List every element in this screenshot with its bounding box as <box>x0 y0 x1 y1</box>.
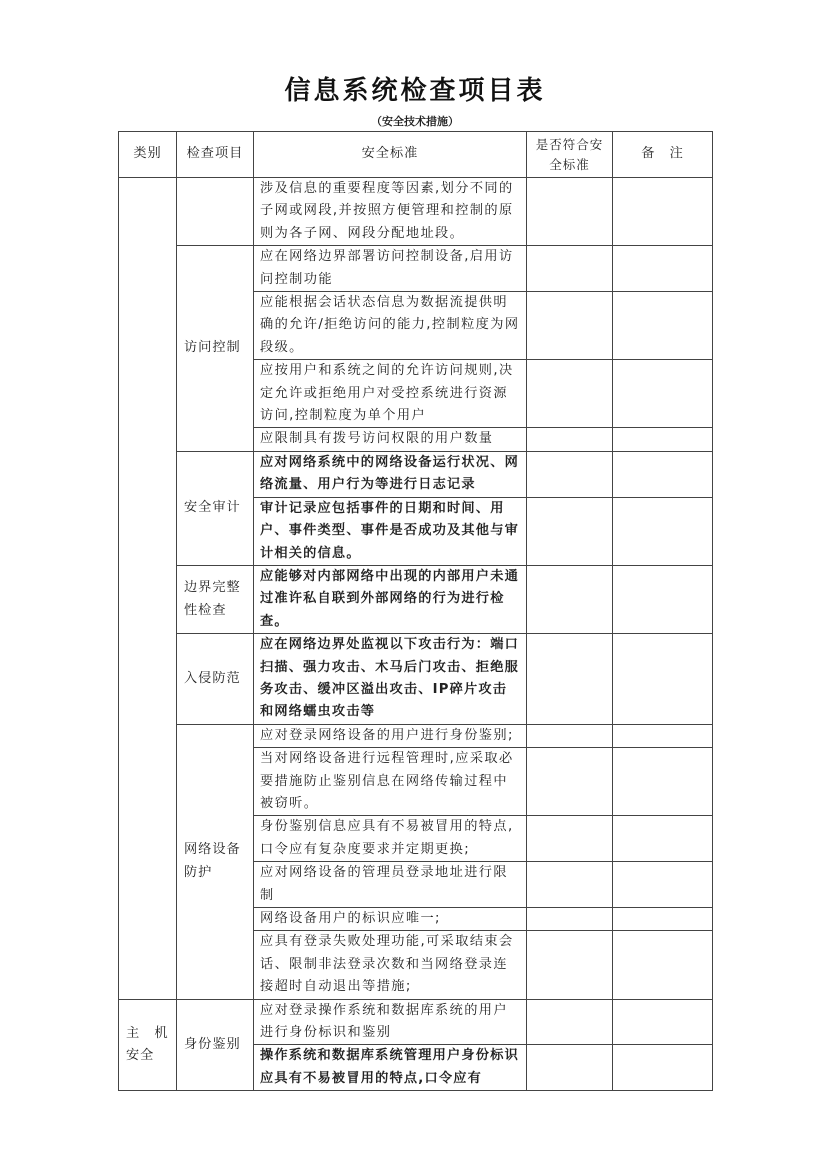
standard-cell: 涉及信息的重要程度等因素,划分不同的子网或网段,并按照方便管理和控制的原则为各子网、网段分配地址段。 <box>254 178 527 246</box>
compliance-cell[interactable] <box>527 178 613 246</box>
category-cell <box>119 178 177 1000</box>
note-cell[interactable] <box>613 1045 713 1091</box>
check-item-cell: 网络设备防护 <box>177 724 254 999</box>
header-standard: 安全标准 <box>254 132 527 178</box>
compliance-cell[interactable] <box>527 451 613 497</box>
header-compliant: 是否符合安全标准 <box>527 132 613 178</box>
compliance-cell[interactable] <box>527 816 613 862</box>
note-cell[interactable] <box>613 634 713 725</box>
page-title: 信息系统检查项目表 <box>284 76 546 106</box>
compliance-cell[interactable] <box>527 908 613 931</box>
note-cell[interactable] <box>613 724 713 747</box>
check-item-cell: 入侵防范 <box>177 634 254 725</box>
compliance-cell[interactable] <box>527 862 613 908</box>
table-row <box>119 451 713 497</box>
table-row <box>119 724 713 747</box>
header-item: 检查项目 <box>177 132 254 178</box>
compliance-cell[interactable] <box>527 292 613 360</box>
standard-cell: 应限制具有拨号访问权限的用户数量 <box>254 428 527 451</box>
standard-cell: 应能根据会话状态信息为数据流提供明确的允许/拒绝访问的能力,控制粒度为网段级。 <box>254 292 527 360</box>
table-header-row <box>119 132 713 178</box>
table-row <box>119 178 713 246</box>
check-item-cell: 身份鉴别 <box>177 999 254 1091</box>
compliance-cell[interactable] <box>527 748 613 816</box>
compliance-cell[interactable] <box>527 931 613 999</box>
note-cell[interactable] <box>613 360 713 428</box>
compliance-cell[interactable] <box>527 246 613 292</box>
inspection-table <box>118 131 713 1091</box>
standard-cell: 应能够对内部网络中出现的内部用户未通过准许私自联到外部网络的行为进行检查。 <box>254 565 527 633</box>
check-item-cell: 安全审计 <box>177 451 254 565</box>
compliance-cell[interactable] <box>527 360 613 428</box>
table-row <box>119 565 713 633</box>
compliance-cell[interactable] <box>527 428 613 451</box>
standard-cell: 应对网络系统中的网络设备运行状况、网络流量、用户行为等进行日志记录 <box>254 451 527 497</box>
check-item-cell <box>177 178 254 246</box>
standard-cell: 应对登录操作系统和数据库系统的用户进行身份标识和鉴别 <box>254 999 527 1045</box>
category-cell: 主 机安全 <box>119 999 177 1091</box>
standard-cell: 应在网络边界处监视以下攻击行为：端口扫描、强力攻击、木马后门攻击、拒绝服务攻击、缓冲区溢出攻击、IP碎片攻击和网络蠕虫攻击等 <box>254 634 527 725</box>
standard-cell: 审计记录应包括事件的日期和时间、用户、事件类型、事件是否成功及其他与审计相关的信息。 <box>254 497 527 565</box>
compliance-cell[interactable] <box>527 999 613 1045</box>
table-row <box>119 634 713 725</box>
note-cell[interactable] <box>613 178 713 246</box>
note-cell[interactable] <box>613 246 713 292</box>
standard-cell: 操作系统和数据库系统管理用户身份标识应具有不易被冒用的特点,口令应有 <box>254 1045 527 1091</box>
table-body <box>119 178 713 1091</box>
header-category: 类别 <box>119 132 177 178</box>
note-cell[interactable] <box>613 428 713 451</box>
page-subtitle: （安全技术措施） <box>371 115 459 128</box>
table-row <box>119 999 713 1045</box>
standard-cell: 身份鉴别信息应具有不易被冒用的特点,口令应有复杂度要求并定期更换; <box>254 816 527 862</box>
note-cell[interactable] <box>613 908 713 931</box>
compliance-cell[interactable] <box>527 1045 613 1091</box>
standard-cell: 应按用户和系统之间的允许访问规则,决定允许或拒绝用户对受控系统进行资源访问,控制粒度为单个用户 <box>254 360 527 428</box>
check-item-cell: 访问控制 <box>177 246 254 452</box>
standard-cell: 应在网络边界部署访问控制设备,启用访问控制功能 <box>254 246 527 292</box>
compliance-cell[interactable] <box>527 724 613 747</box>
header-note: 备 注 <box>613 132 713 178</box>
standard-cell: 应对网络设备的管理员登录地址进行限制 <box>254 862 527 908</box>
check-item-cell: 边界完整性检查 <box>177 565 254 633</box>
compliance-cell[interactable] <box>527 497 613 565</box>
note-cell[interactable] <box>613 931 713 999</box>
note-cell[interactable] <box>613 748 713 816</box>
compliance-cell[interactable] <box>527 565 613 633</box>
standard-cell: 网络设备用户的标识应唯一; <box>254 908 527 931</box>
standard-cell: 当对网络设备进行远程管理时,应采取必要措施防止鉴别信息在网络传输过程中被窃听。 <box>254 748 527 816</box>
note-cell[interactable] <box>613 862 713 908</box>
note-cell[interactable] <box>613 292 713 360</box>
note-cell[interactable] <box>613 565 713 633</box>
compliance-cell[interactable] <box>527 634 613 725</box>
note-cell[interactable] <box>613 999 713 1045</box>
standard-cell: 应对登录网络设备的用户进行身份鉴别; <box>254 724 527 747</box>
standard-cell: 应具有登录失败处理功能,可采取结束会话、限制非法登录次数和当网络登录连接超时自动退出等措施; <box>254 931 527 999</box>
note-cell[interactable] <box>613 497 713 565</box>
note-cell[interactable] <box>613 451 713 497</box>
table-row <box>119 246 713 292</box>
note-cell[interactable] <box>613 816 713 862</box>
